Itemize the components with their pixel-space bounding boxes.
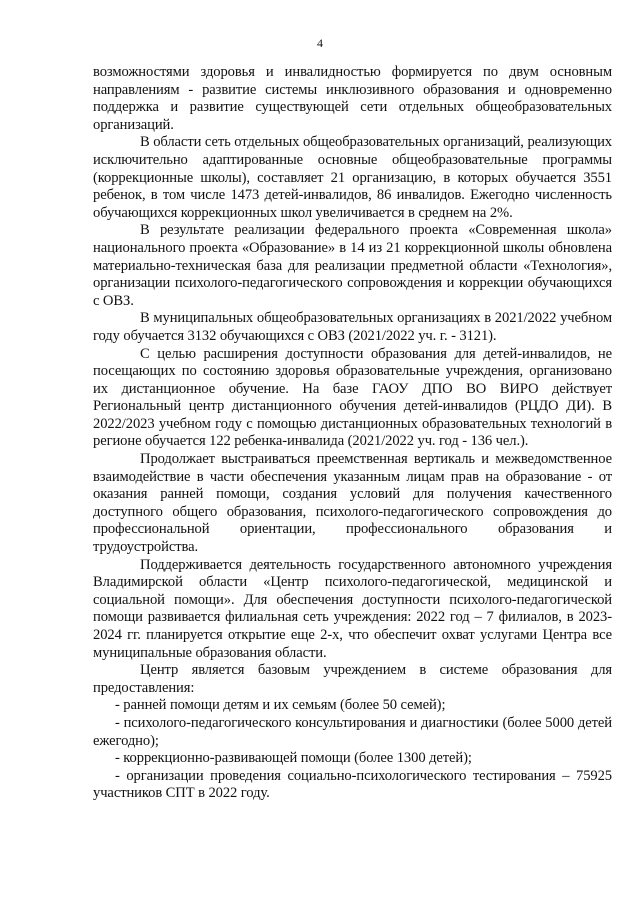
list-item: - организации проведения социально-психологического тестирования – 75925 участников СПТ в 2022 году. — [93, 767, 612, 802]
list-item: - коррекционно-развивающей помощи (более 1300 детей); — [115, 750, 472, 767]
paragraph: В результате реализации федерального проекта «Современная школа» национального проекта «Образование» в 14 из 21 коррекционной школы обновлена материально-техническая база для реализации предметной области «Технология», организации психолого-педагогического сопровождения и коррекции обучающихся с ОВЗ. — [93, 222, 612, 309]
document-body — [93, 64, 612, 803]
paragraph: В муниципальных общеобразовательных организациях в 2021/2022 учебном году обучается 3132 обучающихся с ОВЗ (2021/2022 уч. г. - 3121). — [93, 310, 612, 344]
page-number: 4 — [317, 36, 323, 50]
paragraph: возможностями здоровья и инвалидностью формируется по двум основным направлениям - развитие системы инклюзивного образования и одновременно поддержка и развитие существующей сети отдельных общеобразовательных организаций. — [93, 64, 612, 133]
list-item: - ранней помощи детям и их семьям (более 50 семей); — [115, 697, 446, 714]
paragraph: С целью расширения доступности образования для детей-инвалидов, не посещающих по состоянию здоровья образовательные учреждения, организовано их дистанционное обучение. На базе ГАОУ ДПО ВО ВИРО действует Региональный центр дистанционного обучения детей-инвалидов (РЦДО ДИ). В 2022/2023 учебном году с помощью дистанционных образовательных технологий в регионе обучается 122 ребенка-инвалида (2021/2022 уч. год - 136 чел.). — [93, 345, 612, 450]
paragraph: Поддерживается деятельность государственного автономного учреждения Владимирской области «Центр психолого-педагогической, медицинской и социальной помощи». Для обеспечения доступности психолого-педагогической помощи развивается филиальная сеть учреждения: 2022 год – 7 филиалов, в 2023-2024 гг. планируется открытие еще 2-х, что обеспечит охват услугами Центра все муниципальные образования области. — [93, 556, 612, 661]
paragraph: В области сеть отдельных общеобразовательных организаций, реализующих исключительно адаптированные основные общеобразовательные программы (коррекционные школы), составляет 21 организацию, в которых обучается 3551 ребенок, в том числе 1473 детей-инвалидов, 86 инвалидов. Ежегодно численность обучающихся коррекционных школ увеличивается в среднем на 2%. — [93, 134, 612, 221]
list-item: - психолого-педагогического консультирования и диагностики (более 5000 детей ежегодно); — [93, 714, 612, 749]
paragraph: Центр является базовым учреждением в системе образования для предоставления: — [93, 662, 612, 696]
paragraph: Продолжает выстраиваться преемственная вертикаль и межведомственное взаимодействие в части обеспечения указанным лицам прав на образование - от оказания ранней помощи, создания условий для получения качественного доступного общего образования, психолого-педагогического сопровождения до профессиональной ориентации, профессионального образования и трудоустройства. — [93, 451, 612, 556]
